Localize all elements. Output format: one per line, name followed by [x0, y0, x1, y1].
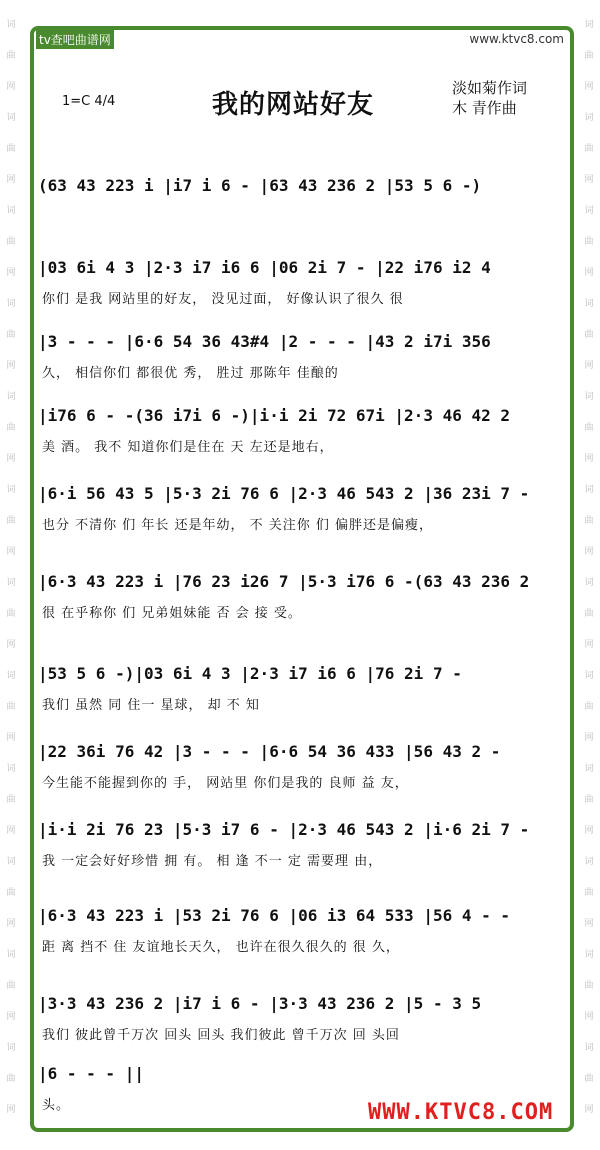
side-watermark-char: 曲	[584, 330, 594, 340]
lyric-line: 我们 虽然 同 住一 星球， 却 不 知	[42, 698, 260, 713]
side-watermark-char: 曲	[584, 888, 594, 898]
score-row	[38, 820, 562, 890]
side-watermark-char: 词	[584, 857, 594, 867]
side-watermark-char: 词	[584, 950, 594, 960]
lyric-line: 我 一定会好好珍惜 拥 有。 相 逢 不一 定 需要理 由，	[42, 854, 383, 869]
side-watermark-char: 网	[6, 733, 16, 743]
score-row	[38, 742, 562, 812]
side-watermark-char: 网	[6, 547, 16, 557]
side-watermark-char: 词	[584, 764, 594, 774]
side-watermark-char: 网	[6, 826, 16, 836]
side-watermark-char: 词	[6, 950, 16, 960]
score-row	[38, 906, 562, 976]
side-watermark-char: 词	[584, 20, 594, 30]
notation-line: |3·3 43 236 2 |i7 i 6 - |3·3 43 236 2 |5 - 3 5	[38, 994, 482, 1013]
song-title: 我的网站好友	[212, 90, 375, 120]
side-watermark-char: 曲	[6, 1074, 16, 1084]
side-watermark-char: 曲	[584, 516, 594, 526]
side-watermark-char: 网	[6, 1105, 16, 1115]
side-watermark-char: 网	[584, 547, 594, 557]
side-watermark-char: 词	[584, 578, 594, 588]
site-name-left[interactable]: tv查吧曲谱网	[36, 30, 114, 49]
notation-line: |i76 6 - -(36 i7i 6 -)|i·i 2i 72 67i |2·3 46 42 2	[38, 406, 511, 425]
side-watermark-char: 曲	[6, 981, 16, 991]
side-watermark-left	[0, 0, 22, 1150]
side-watermark-right	[578, 0, 600, 1150]
side-watermark-char: 网	[6, 919, 16, 929]
side-watermark-char: 曲	[6, 795, 16, 805]
side-watermark-char: 曲	[6, 330, 16, 340]
side-watermark-char: 网	[6, 82, 16, 92]
lyric-line: 距 离 挡不 住 友谊地长天久， 也许在很久很久的 很 久，	[42, 940, 400, 955]
notation-line: |6·3 43 223 i |53 2i 76 6 |06 i3 64 533 |56 4 - -	[38, 906, 511, 925]
lyricist-credit: 淡如菊作词	[452, 79, 528, 97]
side-watermark-char: 曲	[584, 981, 594, 991]
score-row	[38, 994, 562, 1064]
composer-credit: 木 青作曲	[452, 99, 517, 117]
side-watermark-char: 词	[584, 392, 594, 402]
side-watermark-char: 网	[584, 82, 594, 92]
side-watermark-char: 网	[584, 1105, 594, 1115]
side-watermark-char: 词	[6, 578, 16, 588]
side-watermark-char: 网	[6, 175, 16, 185]
side-watermark-char: 曲	[6, 516, 16, 526]
side-watermark-char: 曲	[584, 144, 594, 154]
side-watermark-char: 网	[6, 268, 16, 278]
side-watermark-char: 网	[584, 361, 594, 371]
site-url-right[interactable]: www.ktvc8.com	[469, 32, 564, 46]
side-watermark-char: 曲	[584, 702, 594, 712]
lyric-line: 你们 是我 网站里的好友， 没见过面， 好像认识了很久 很	[42, 292, 404, 307]
side-watermark-char: 词	[6, 113, 16, 123]
side-watermark-char: 词	[6, 1043, 16, 1053]
side-watermark-char: 网	[6, 454, 16, 464]
side-watermark-char: 词	[584, 671, 594, 681]
notation-line: |6·i 56 43 5 |5·3 2i 76 6 |2·3 46 543 2 |36 23i 7 -	[38, 484, 530, 503]
side-watermark-char: 曲	[584, 795, 594, 805]
side-watermark-char: 词	[6, 764, 16, 774]
side-watermark-char: 曲	[584, 237, 594, 247]
score-row	[38, 176, 562, 246]
key-signature: 1=C 4/4	[62, 94, 116, 109]
score-row	[38, 484, 562, 554]
score-row	[38, 332, 562, 402]
side-watermark-char: 网	[6, 640, 16, 650]
side-watermark-char: 词	[584, 485, 594, 495]
side-watermark-char: 词	[584, 113, 594, 123]
side-watermark-char: 词	[6, 206, 16, 216]
notation-line: |6 - - - ||	[38, 1064, 144, 1083]
side-watermark-char: 网	[584, 733, 594, 743]
lyric-line: 美 酒。 我不 知道你们是住在 天 左还是地右，	[42, 440, 334, 455]
side-watermark-char: 曲	[584, 423, 594, 433]
lyric-line: 也分 不清你 们 年长 还是年幼， 不 关注你 们 偏胖还是偏瘦，	[42, 518, 434, 533]
score-row	[38, 258, 562, 328]
side-watermark-char: 网	[6, 361, 16, 371]
side-watermark-char: 词	[584, 206, 594, 216]
side-watermark-char: 曲	[6, 609, 16, 619]
side-watermark-char: 词	[6, 485, 16, 495]
side-watermark-char: 曲	[6, 144, 16, 154]
side-watermark-char: 词	[6, 857, 16, 867]
side-watermark-char: 网	[584, 454, 594, 464]
credits	[452, 78, 527, 118]
score-row	[38, 572, 562, 642]
side-watermark-char: 曲	[6, 888, 16, 898]
notation-line: |22 36i 76 42 |3 - - - |6·6 54 36 433 |56 43 2 -	[38, 742, 501, 761]
score-row	[38, 406, 562, 476]
side-watermark-char: 词	[6, 20, 16, 30]
side-watermark-char: 曲	[584, 609, 594, 619]
lyric-line: 很 在乎称你 们 兄弟姐妹能 否 会 接 受。	[42, 606, 302, 621]
side-watermark-char: 词	[584, 299, 594, 309]
side-watermark-char: 曲	[584, 1074, 594, 1084]
side-watermark-char: 网	[6, 1012, 16, 1022]
side-watermark-char: 网	[584, 826, 594, 836]
notation-line: |3 - - - |6·6 54 36 43#4 |2 - - - |43 2 i7i 356	[38, 332, 491, 351]
side-watermark-char: 网	[584, 919, 594, 929]
lyric-line: 头。	[42, 1098, 71, 1113]
footer-watermark: WWW.KTVC8.COM	[368, 1100, 554, 1125]
side-watermark-char: 词	[6, 671, 16, 681]
lyric-line: 我们 彼此曾千万次 回头 回头 我们彼此 曾千万次 回 头回	[42, 1028, 400, 1043]
side-watermark-char: 网	[584, 268, 594, 278]
notation-line: |i·i 2i 76 23 |5·3 i7 6 - |2·3 46 543 2 |i·6 2i 7 -	[38, 820, 530, 839]
notation-line: (63 43 223 i |i7 i 6 - |63 43 236 2 |53 5 6 -)	[38, 176, 482, 195]
lyric-line: 久， 相信你们 都很优 秀， 胜过 那陈年 佳酿的	[42, 366, 339, 381]
side-watermark-char: 曲	[584, 51, 594, 61]
side-watermark-char: 词	[6, 392, 16, 402]
side-watermark-char: 网	[584, 175, 594, 185]
side-watermark-char: 曲	[6, 237, 16, 247]
notation-line: |03 6i 4 3 |2·3 i7 i6 6 |06 2i 7 - |22 i76 i2 4	[38, 258, 491, 277]
side-watermark-char: 曲	[6, 423, 16, 433]
side-watermark-char: 网	[584, 1012, 594, 1022]
notation-line: |6·3 43 223 i |76 23 i26 7 |5·3 i76 6 -(63 43 236 2	[38, 572, 530, 591]
lyric-line: 今生能不能握到你的 手， 网站里 你们是我的 良师 益 友，	[42, 776, 409, 791]
notation-line: |53 5 6 -)|03 6i 4 3 |2·3 i7 i6 6 |76 2i 7 -	[38, 664, 462, 683]
side-watermark-char: 网	[584, 640, 594, 650]
side-watermark-char: 词	[6, 299, 16, 309]
side-watermark-char: 曲	[6, 51, 16, 61]
side-watermark-char: 词	[584, 1043, 594, 1053]
score-row	[38, 664, 562, 734]
side-watermark-char: 曲	[6, 702, 16, 712]
